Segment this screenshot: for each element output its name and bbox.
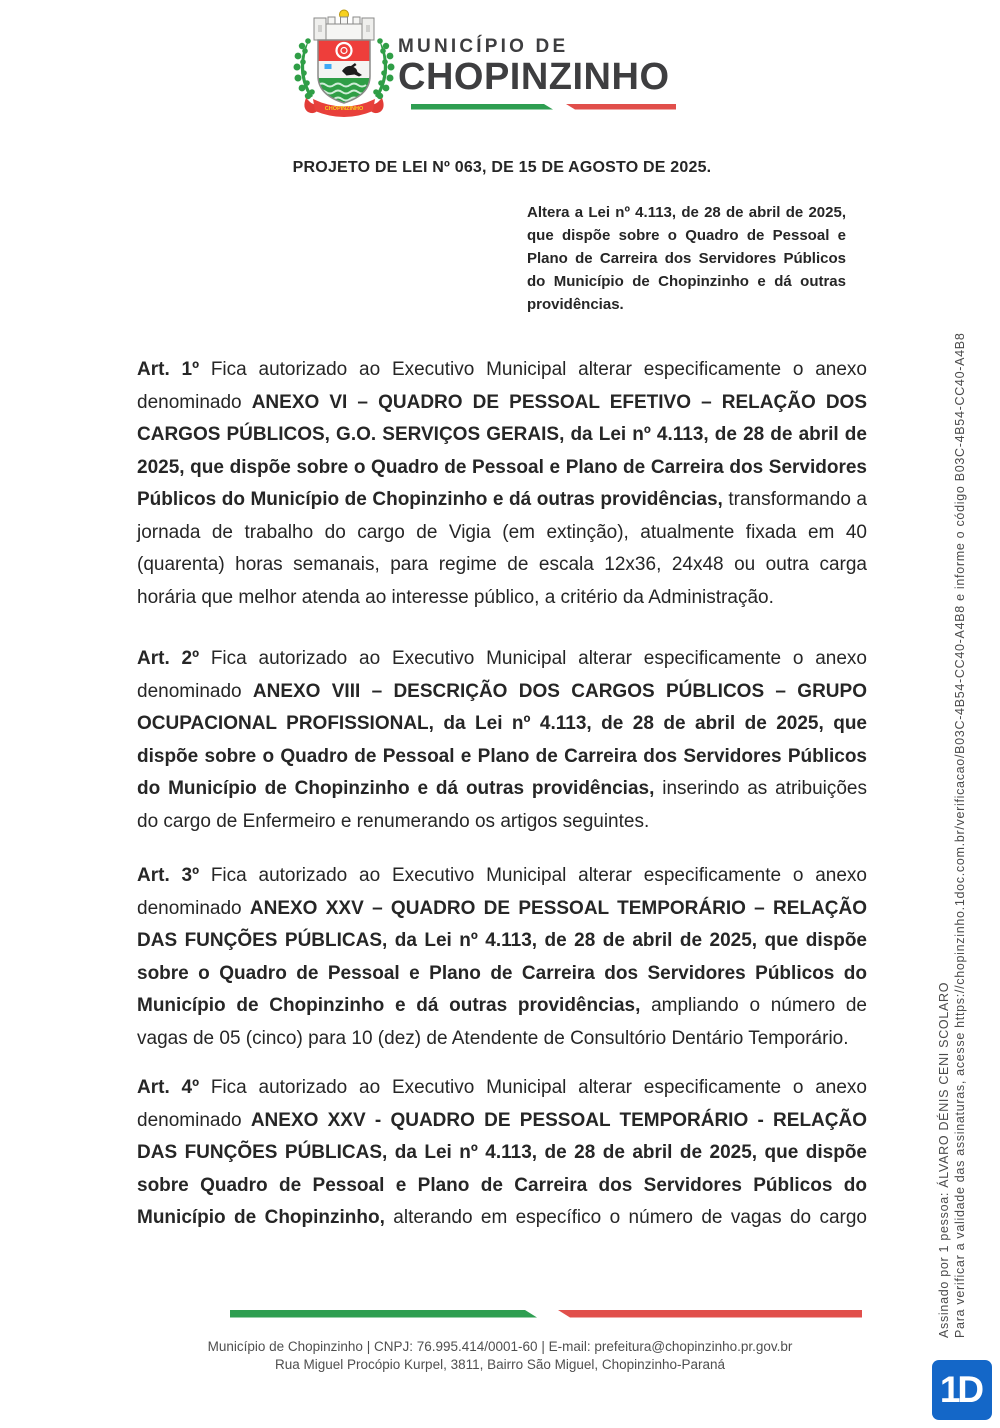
signature-verify-line: Para verificar a validade das assinaturas, acesse https://chopinzinho.1doc.com.br/verificacao/B03C-4B54-CC40-A4B8 e informe o código B03C-4B54-CC40-A4B8 [953,332,967,1338]
footer-bar-green [230,1310,537,1318]
onedoc-logo-text: 1D [939,1369,982,1410]
footer-line-2: Rua Miguel Procópio Kurpel, 3811, Bairro São Miguel, Chopinzinho-Paraná [274,1356,725,1372]
crest-ribbon-label: CHOPINZINHO [324,106,364,112]
brand-top-line: MUNICÍPIO DE [398,36,569,57]
crest-crown [314,10,374,40]
footer [100,1338,900,1373]
brand-wordmark [398,36,676,110]
brand-underline-bars [411,104,676,110]
crest-branch-right [373,38,394,99]
document-title: PROJETO DE LEI Nº 063, DE 15 DE AGOSTO DE 2025. [292,159,712,176]
brand-bar-green [411,104,553,110]
footer-line-1: Município de Chopinzinho | CNPJ: 76.995.414/0001-60 | E-mail: prefeitura@chopinzinho.pr.gov.br [207,1339,793,1354]
crest-branch-left [294,38,315,99]
article-2: Art. 2º Fica autorizado ao Executivo Municipal alterar especificamente o anexo denominado ANEXO VIII – DESCRIÇÃO DOS CARGOS PÚBLICOS – GRUPO OCUPACIONAL PROFISSIONAL, da Lei nº 4.113, de 28 de abril de 2025, que dispõe sobre o Quadro de Pessoal e Plano de Carreira dos Servidores Públicos do Município de Chopinzinho e dá outras providências, inserindo as atribuições do cargo de Enfermeiro e renumerando os artigos seguintes. [137,648,868,832]
coat-of-arms-icon [288,4,400,122]
signature-sidebar [936,333,968,1338]
article-4: Art. 4º Fica autorizado ao Executivo Municipal alterar especificamente o anexo denominado ANEXO XXV - QUADRO DE PESSOAL TEMPORÁRIO - RELAÇÃO DAS FUNÇÕES PÚBLICAS, da Lei nº 4.113, de 28 de abril de 2025, que dispõe sobre Quadro de Pessoal e Plano de Carreira dos Servidores Públicos do Município de Chopinzinho, alterando em específico o número de vagas do cargo [137,1077,868,1228]
brand-bar-red [566,104,676,110]
footer-bar-red [558,1310,862,1318]
onedoc-logo [932,1360,992,1420]
epigraph: Altera a Lei nº 4.113, de 28 de abril de 2025, que dispõe sobre o Quadro de Pessoal e Plano de Carreira dos Servidores Públicos do Município de Chopinzinho e dá outras providências. [527,204,846,313]
article-3: Art. 3º Fica autorizado ao Executivo Municipal alterar especificamente o anexo denominado ANEXO XXV – QUADRO DE PESSOAL TEMPORÁRIO – RELAÇÃO DAS FUNÇÕES PÚBLICAS, da Lei nº 4.113, de 28 de abril de 2025, que dispõe sobre o Quadro de Pessoal e Plano de Carreira dos Servidores Públicos do Município de Chopinzinho e dá outras providências, ampliando o número de vagas de 05 (cinco) para 10 (dez) de Atendente de Consultório Dentário Temporário. [137,865,867,1049]
brand-name: CHOPINZINHO [398,56,670,98]
signature-signed-line: Assinado por 1 pessoa: ÁLVARO DÉNIS CENI SCOLARO [937,981,951,1338]
article-1: Art. 1º Fica autorizado ao Executivo Municipal alterar especificamente o anexo denominado ANEXO VI – QUADRO DE PESSOAL EFETIVO – RELAÇÃO DOS CARGOS PÚBLICOS, G.O. SERVIÇOS GERAIS, da Lei nº 4.113, de 28 de abril de 2025, que dispõe sobre o Quadro de Pessoal e Plano de Carreira dos Servidores Públicos do Município de Chopinzinho e dá outras providências, transformando a jornada de trabalho do cargo de Vigia (em extinção), atualmente fixada em 40 (quarenta) horas semanais, para regime de escala 12x36, 24x48 ou outra carga horária que melhor atenda ao interesse público, a critério da Administração. [137,359,867,608]
